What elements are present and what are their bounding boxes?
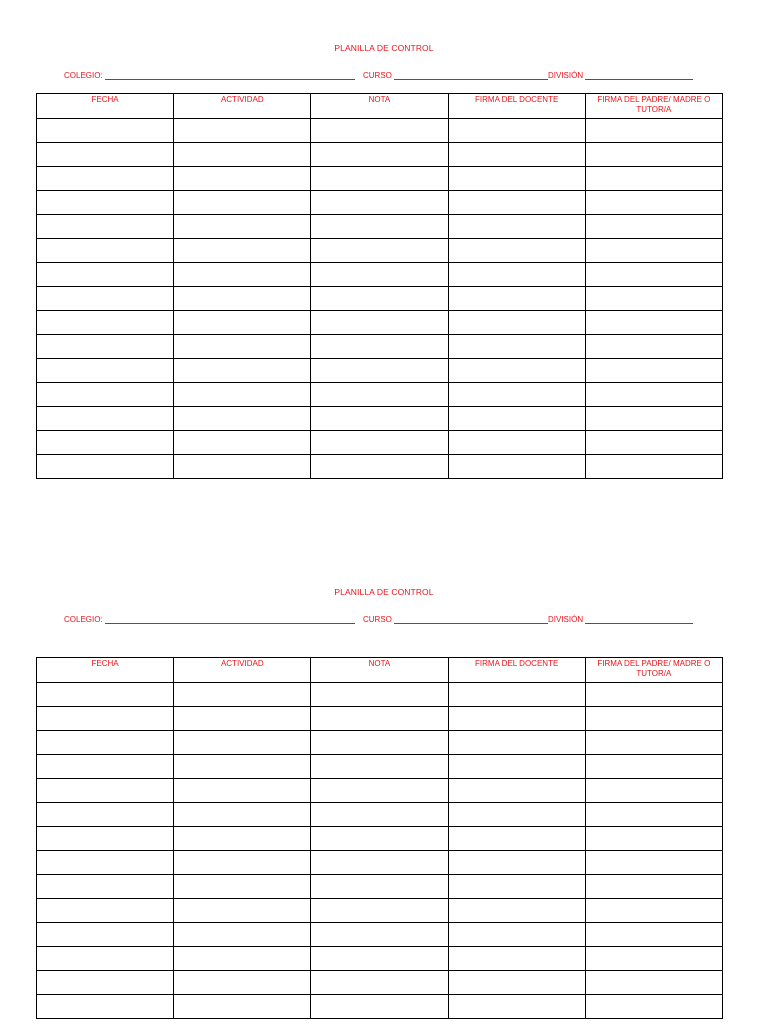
header-fields [64,612,724,624]
table-cell[interactable] [585,731,722,755]
table-row [37,287,723,311]
column-header-firma-docente: FIRMA DEL DOCENTE [448,658,585,683]
column-header-fecha: FECHA [37,658,174,683]
column-header-nota: NOTA [311,94,448,119]
table-cell[interactable] [174,875,311,899]
table-row [37,383,723,407]
table-row [37,803,723,827]
table-cell[interactable] [311,683,448,707]
table-cell[interactable] [174,335,311,359]
division-label: DIVISIÓN [548,615,584,624]
colegio-blank-line[interactable] [105,614,355,624]
table-cell[interactable] [448,923,585,947]
table-cell[interactable] [174,947,311,971]
table-row [37,923,723,947]
table-cell[interactable] [585,215,722,239]
table-cell[interactable] [585,827,722,851]
table-row [37,947,723,971]
table-row [37,455,723,479]
table-row [37,431,723,455]
table-cell[interactable] [174,731,311,755]
table-cell[interactable] [37,971,174,995]
table-cell[interactable] [37,311,174,335]
table-cell[interactable] [311,827,448,851]
table-cell[interactable] [585,143,722,167]
column-header-firma-padre: FIRMA DEL PADRE/ MADRE O TUTOR/A [585,94,722,119]
table-cell[interactable] [37,431,174,455]
table-row [37,731,723,755]
table-cell[interactable] [174,287,311,311]
table-cell[interactable] [174,143,311,167]
table-cell[interactable] [585,383,722,407]
table-row [37,215,723,239]
table-cell[interactable] [311,407,448,431]
table-cell[interactable] [585,407,722,431]
table-cell[interactable] [585,875,722,899]
sheet-title: PLANILLA DE CONTROL [334,43,434,53]
table-row [37,119,723,143]
table-cell[interactable] [311,971,448,995]
table-row [37,707,723,731]
table-cell[interactable] [585,455,722,479]
table-cell[interactable] [174,239,311,263]
table-cell[interactable] [174,119,311,143]
table-cell[interactable] [448,335,585,359]
table-row [37,143,723,167]
table-cell[interactable] [311,803,448,827]
curso-field[interactable] [363,612,548,624]
table-cell[interactable] [174,407,311,431]
table-row [37,755,723,779]
table-cell[interactable] [448,947,585,971]
table-row [37,971,723,995]
table-cell[interactable] [311,779,448,803]
table-cell[interactable] [585,683,722,707]
table-body [37,683,723,1019]
table-cell[interactable] [37,191,174,215]
table-cell[interactable] [448,143,585,167]
table-cell[interactable] [37,383,174,407]
table-cell[interactable] [311,263,448,287]
column-header-actividad: ACTIVIDAD [174,658,311,683]
table-cell[interactable] [448,995,585,1019]
table-cell[interactable] [37,359,174,383]
division-field[interactable] [548,612,693,624]
table-cell[interactable] [448,875,585,899]
table-cell[interactable] [585,779,722,803]
table-cell[interactable] [311,311,448,335]
table-row [37,191,723,215]
table-cell[interactable] [174,167,311,191]
colegio-field[interactable] [64,68,355,80]
table-cell[interactable] [311,239,448,263]
table-cell[interactable] [585,947,722,971]
table-cell[interactable] [585,191,722,215]
table-cell[interactable] [174,995,311,1019]
curso-blank-line[interactable] [394,614,548,624]
table-cell[interactable] [311,947,448,971]
table-cell[interactable] [448,731,585,755]
table-cell[interactable] [585,851,722,875]
table-cell[interactable] [585,311,722,335]
table-cell[interactable] [448,167,585,191]
table-cell[interactable] [37,287,174,311]
table-cell[interactable] [448,383,585,407]
curso-blank-line[interactable] [394,70,548,80]
colegio-label: COLEGIO: [64,615,103,624]
table-row [37,407,723,431]
table-header-row [37,94,723,119]
column-header-nota: NOTA [311,658,448,683]
table-cell[interactable] [37,923,174,947]
curso-field[interactable] [363,68,548,80]
table-cell[interactable] [311,119,448,143]
table-cell[interactable] [585,923,722,947]
table-cell[interactable] [37,995,174,1019]
table-row [37,851,723,875]
table-cell[interactable] [585,359,722,383]
table-row [37,359,723,383]
table-cell[interactable] [174,971,311,995]
colegio-label: COLEGIO: [64,71,103,80]
table-cell[interactable] [585,803,722,827]
table-cell[interactable] [37,335,174,359]
table-cell[interactable] [448,311,585,335]
control-table [36,657,723,1019]
colegio-blank-line[interactable] [105,70,355,80]
table-row [37,683,723,707]
table-cell[interactable] [174,431,311,455]
table-cell[interactable] [174,455,311,479]
table-cell[interactable] [174,311,311,335]
column-header-actividad: ACTIVIDAD [174,94,311,119]
table-cell[interactable] [585,167,722,191]
table-cell[interactable] [448,779,585,803]
table-cell[interactable] [37,779,174,803]
table-cell[interactable] [448,827,585,851]
table-cell[interactable] [174,263,311,287]
table-row [37,335,723,359]
table-cell[interactable] [37,263,174,287]
table-cell[interactable] [311,335,448,359]
table-cell[interactable] [37,683,174,707]
table-cell[interactable] [448,455,585,479]
table-cell[interactable] [37,239,174,263]
table-row [37,239,723,263]
table-cell[interactable] [174,827,311,851]
table-cell[interactable] [311,191,448,215]
table-cell[interactable] [448,803,585,827]
table-cell[interactable] [37,803,174,827]
table-cell[interactable] [448,263,585,287]
column-header-firma-docente: FIRMA DEL DOCENTE [448,94,585,119]
table-cell[interactable] [37,947,174,971]
table-cell[interactable] [174,215,311,239]
table-cell[interactable] [37,827,174,851]
table-cell[interactable] [585,287,722,311]
curso-label: CURSO [363,71,392,80]
division-label: DIVISIÓN [548,71,584,80]
table-cell[interactable] [448,683,585,707]
table-row [37,875,723,899]
table-cell[interactable] [174,683,311,707]
table-cell[interactable] [448,191,585,215]
table-cell[interactable] [311,359,448,383]
table-cell[interactable] [174,707,311,731]
division-blank-line[interactable] [585,70,693,80]
table-cell[interactable] [37,755,174,779]
table-cell[interactable] [311,875,448,899]
colegio-field[interactable] [64,612,355,624]
table-cell[interactable] [585,119,722,143]
table-cell[interactable] [448,287,585,311]
table-header-row [37,658,723,683]
table-cell[interactable] [37,167,174,191]
sheet-title: PLANILLA DE CONTROL [334,587,434,597]
table-cell[interactable] [174,383,311,407]
table-cell[interactable] [448,407,585,431]
table-cell[interactable] [37,143,174,167]
table-cell[interactable] [174,851,311,875]
table-row [37,779,723,803]
column-header-fecha: FECHA [37,94,174,119]
table-cell[interactable] [174,779,311,803]
curso-label: CURSO [363,615,392,624]
table-cell[interactable] [311,431,448,455]
table-row [37,263,723,287]
table-cell[interactable] [37,455,174,479]
table-cell[interactable] [585,995,722,1019]
table-row [37,995,723,1019]
table-row [37,827,723,851]
table-cell[interactable] [585,971,722,995]
table-cell[interactable] [174,803,311,827]
table-cell[interactable] [585,755,722,779]
header-fields [64,68,724,80]
table-cell[interactable] [448,119,585,143]
table-cell[interactable] [37,407,174,431]
table-cell[interactable] [448,215,585,239]
table-cell[interactable] [448,755,585,779]
table-cell[interactable] [585,263,722,287]
table-cell[interactable] [448,239,585,263]
table-cell[interactable] [174,191,311,215]
table-cell[interactable] [311,851,448,875]
table-cell[interactable] [37,119,174,143]
table-cell[interactable] [585,335,722,359]
table-cell[interactable] [37,707,174,731]
table-cell[interactable] [37,851,174,875]
table-cell[interactable] [311,755,448,779]
table-cell[interactable] [37,875,174,899]
table-cell[interactable] [448,851,585,875]
table-cell[interactable] [37,215,174,239]
table-cell[interactable] [311,383,448,407]
table-cell[interactable] [311,455,448,479]
table-row [37,311,723,335]
table-row [37,899,723,923]
table-cell[interactable] [311,215,448,239]
table-cell[interactable] [37,731,174,755]
table-cell[interactable] [448,707,585,731]
table-cell[interactable] [311,707,448,731]
table-cell[interactable] [448,971,585,995]
table-cell[interactable] [311,287,448,311]
table-cell[interactable] [585,239,722,263]
control-table [36,93,723,479]
table-row [37,167,723,191]
division-field[interactable] [548,68,693,80]
table-cell[interactable] [585,431,722,455]
table-cell[interactable] [311,167,448,191]
table-cell[interactable] [311,143,448,167]
table-cell[interactable] [311,731,448,755]
table-cell[interactable] [311,923,448,947]
table-cell[interactable] [585,899,722,923]
table-cell[interactable] [448,899,585,923]
table-cell[interactable] [174,923,311,947]
division-blank-line[interactable] [585,614,693,624]
table-body [37,119,723,479]
table-cell[interactable] [585,707,722,731]
column-header-firma-padre: FIRMA DEL PADRE/ MADRE O TUTOR/A [585,658,722,683]
table-cell[interactable] [448,359,585,383]
table-cell[interactable] [174,755,311,779]
table-cell[interactable] [311,995,448,1019]
table-cell[interactable] [174,899,311,923]
table-cell[interactable] [311,899,448,923]
table-cell[interactable] [174,359,311,383]
table-cell[interactable] [37,899,174,923]
table-cell[interactable] [448,431,585,455]
